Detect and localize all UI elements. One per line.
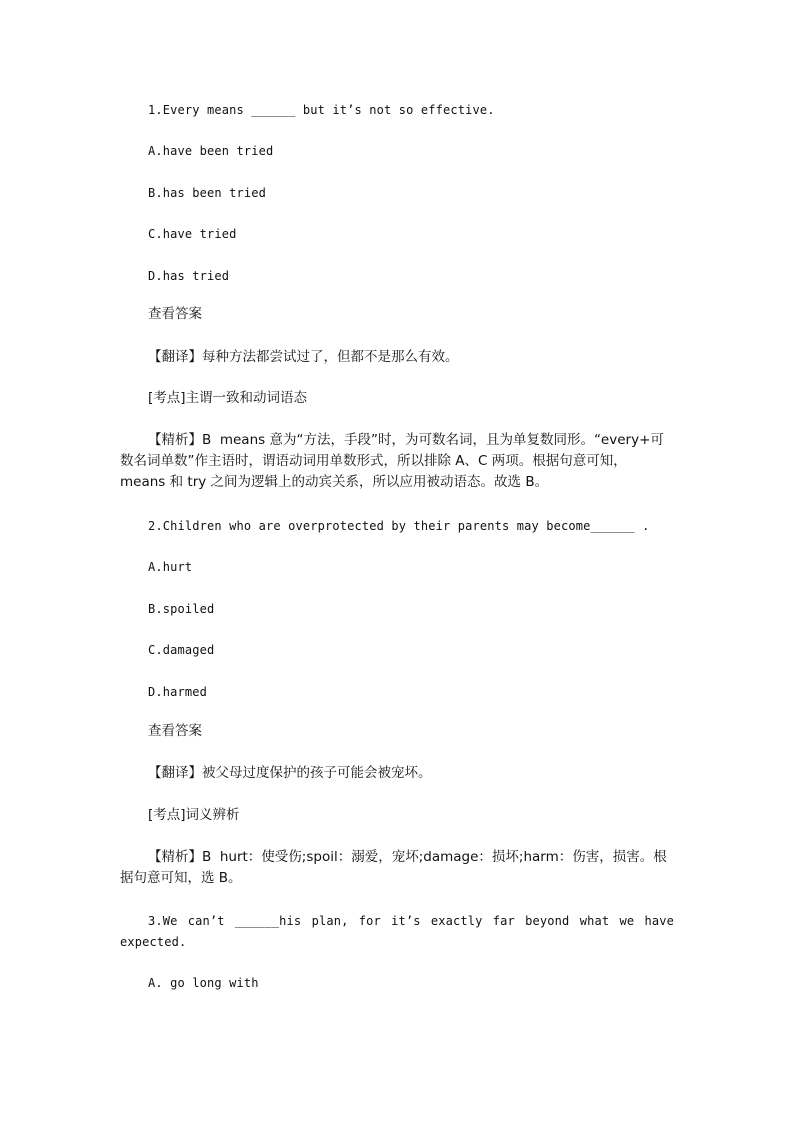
question-3-stem-line-1: 3.We can’t ______his plan, for it’s exactly far beyond what we have — [148, 914, 674, 928]
question-2-option-a: A.hurt — [148, 560, 193, 574]
question-1-kaodian: [考点]主谓一致和动词语态 — [148, 390, 308, 406]
question-2-kaodian: [考点]词义辨析 — [148, 807, 240, 823]
question-2-option-b: B.spoiled — [148, 602, 215, 616]
question-1-jingxi-line-1: 【精析】B means 意为“方法，手段”时，为可数名词，且为单复数同形。“every+可 — [148, 432, 664, 448]
question-1-option-d: D.has tried — [148, 269, 230, 283]
question-1-jingxi-line-3: means 和 try 之间为逻辑上的动宾关系，所以应用被动语态。故选 B。 — [120, 474, 549, 490]
question-1-option-a: A.have been tried — [148, 144, 274, 158]
question-2-jingxi-line-2: 据句意可知，选 B。 — [120, 870, 242, 886]
question-1-translation: 【翻译】每种方法都尝试过了，但都不是那么有效。 — [148, 349, 459, 365]
question-1-option-c: C.have tried — [148, 227, 237, 241]
question-1-option-b: B.has been tried — [148, 186, 266, 200]
question-2-stem: 2.Children who are overprotected by their parents may become______ . — [148, 519, 650, 533]
question-2-jingxi-line-1: 【精析】B hurt：使受伤;spoil：溺爱，宠坏;damage：损坏;harm：伤害，损害。根 — [148, 849, 667, 865]
question-2-option-d: D.harmed — [148, 685, 207, 699]
question-3-option-a: A. go long with — [148, 976, 259, 990]
question-2-option-c: C.damaged — [148, 643, 215, 657]
question-2-view-answer[interactable]: 查看答案 — [148, 723, 202, 739]
question-3-stem-line-2: expected. — [120, 935, 187, 949]
question-1-stem: 1.Every means ______ but it’s not so effective. — [148, 103, 495, 117]
question-1-jingxi-line-2: 数名词单数”作主语时，谓语动词用单数形式，所以排除 A、C 两项。根据句意可知， — [120, 453, 627, 469]
question-2-translation: 【翻译】被父母过度保护的孩子可能会被宠坏。 — [148, 765, 432, 781]
question-1-view-answer[interactable]: 查看答案 — [148, 306, 202, 322]
